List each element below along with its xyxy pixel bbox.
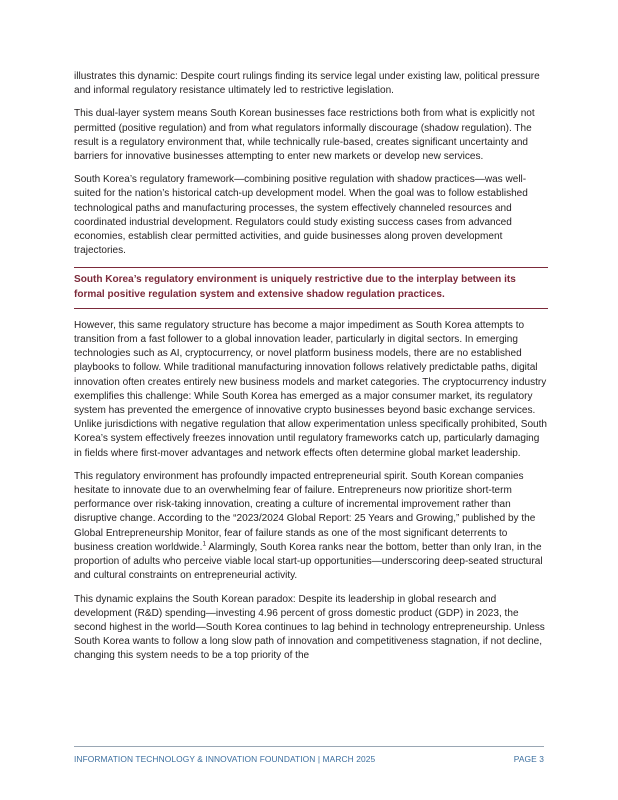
callout-text: South Korea’s regulatory environment is uniquely restrictive due to the interplay between its formal positive regulation system and extensive shadow regulation practices. <box>74 274 516 300</box>
footnote-reference[interactable]: 1 <box>202 540 207 548</box>
paragraph-3: South Korea’s regulatory framework—combining positive regulation with shadow practices—was well-suited for the nation’s historical catch-up development model. When the goal was to follow established technological paths and manufacturing processes, the system effectively channeled resources and coordinated industrial development. Regulators could study existing success cases from advanced economies, establish clear permitted activities, and guide businesses along proven development trajectories. <box>74 174 528 257</box>
footer-page-number: PAGE 3 <box>513 754 544 764</box>
paragraph-6: This dynamic explains the South Korean paradox: Despite its leadership in global research and development (R&D) spending—investing 4.96 percent of gross domestic product (GDP) in 2023, the second highest in the world—South Korea continues to lag behind in technology entrepreneurship. Unless South Korea wants to follow a long slow path of innovation and competitiveness stagnation, if not decline, changing this system needs to be a top priority of the <box>74 593 545 662</box>
page-footer <box>74 746 544 764</box>
paragraph-5 <box>74 470 548 584</box>
callout-box <box>74 267 548 308</box>
paragraph-5-part-a: This regulatory environment has profoundly impacted entrepreneurial spirit. South Korean companies hesitate to innovate due to an overwhelming fear of failure. Entrepreneurs now prioritize short-term performance over risk-taking innovation, creating a culture of incremental improvement rather than disruptive change. According to the “2023/2024 Global Report: 25 Years and Growing,” published by the Global Entrepreneurship Monitor, fear of failure stands as one of the most significant deterrents to business creation worldwide. <box>74 470 536 553</box>
paragraph-1: illustrates this dynamic: Despite court rulings finding its service legal under existing law, political pressure and informal regulatory resistance ultimately led to restrictive legislation. <box>74 71 540 97</box>
footer-publisher: INFORMATION TECHNOLOGY & INNOVATION FOUNDATION | MARCH 2025 <box>74 754 376 764</box>
document-body <box>74 70 548 673</box>
paragraph-5-part-b: Alarmingly, South Korea ranks near the bottom, better than only Iran, in the proportion of adults who perceive viable local start-up opportunities—underscoring deep-seated structural and cultural constraints on entrepreneurial activity. <box>74 541 543 582</box>
paragraph-4: However, this same regulatory structure has become a major impediment as South Korea attempts to transition from a fast follower to a global innovation leader, particularly in digital sectors. In emerging technologies such as AI, cryptocurrency, or novel platform business models, there are no established playbooks to follow. While traditional manufacturing innovation follows relatively predictable paths, digital innovation often creates entirely new business models and market categories. The cryptocurrency industry exemplifies this challenge: While South Korea has emerged as a major consumer market, its regulatory system has prevented the emergence of innovative crypto businesses beyond basic exchange services. Unlike jurisdictions with negative regulation that allow experimentation unless specifically prohibited, South Korea’s system effectively freezes innovation until regulatory frameworks catch up, particularly damaging in fields where first-mover advantages and network effects often determine global market leadership. <box>74 319 548 459</box>
paragraph-2: This dual-layer system means South Korean businesses face restrictions both from what is explicitly not permitted (positive regulation) and from what regulators informally discourage (shadow regulation). The result is a regulatory environment that, while technically rule-based, creates significant uncertainty and barriers for innovative businesses attempting to enter new markets or develop new services. <box>74 108 535 163</box>
